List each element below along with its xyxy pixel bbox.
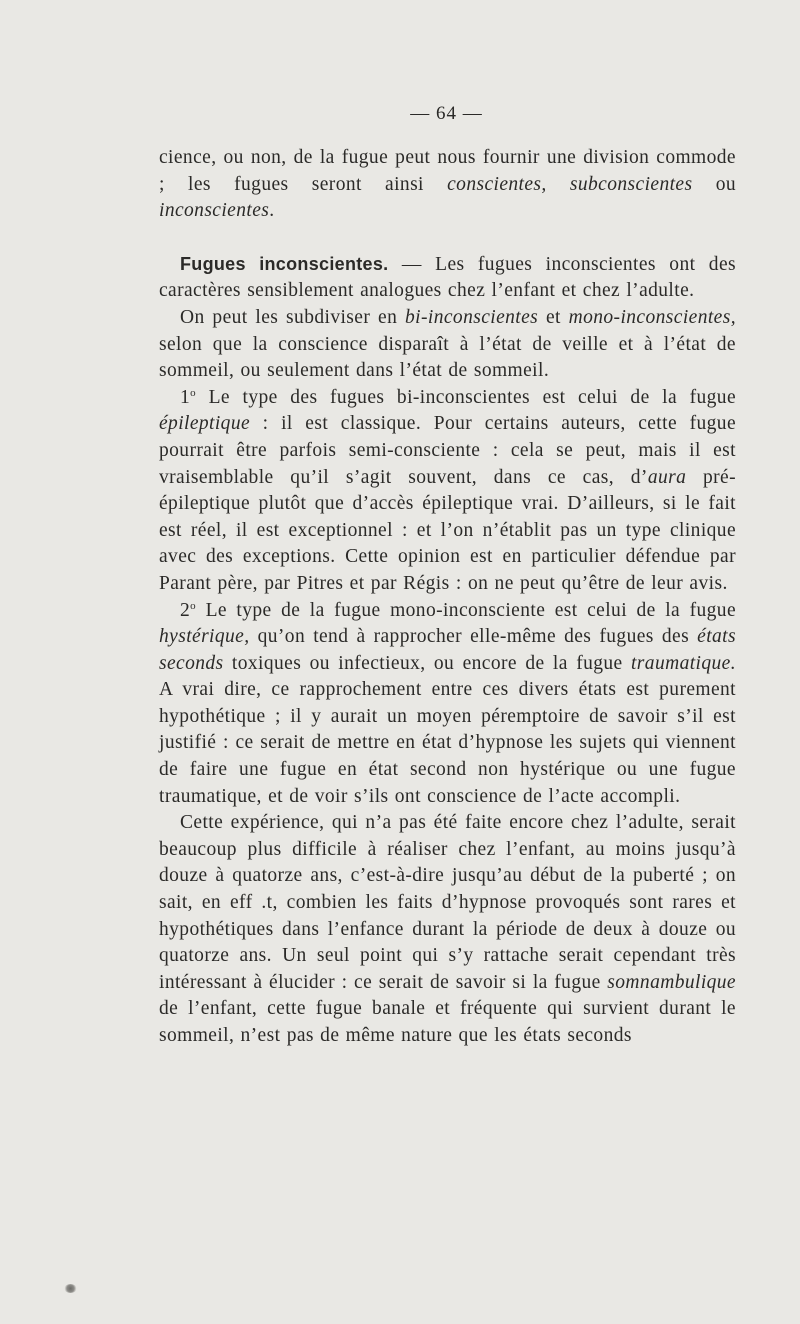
italic-term: conscientes, subconscientes: [447, 173, 693, 195]
italic-term: épileptique: [159, 413, 251, 435]
text-run: de l’enfant, cette fugue banale et fréquente qui survient durant le sommeil, n’est pas de même nature que les états seconds: [159, 998, 736, 1046]
paragraph-subdivision: [159, 305, 736, 385]
text-run: — Les fugues inconscientes ont des caractères sensiblement analogues chez l’enfant et chez l’adulte.: [159, 253, 736, 302]
text-run: qu’on tend à rapprocher elle-même des fugues des: [249, 626, 698, 648]
italic-term: aura: [647, 466, 687, 488]
paragraph-section-heading: [159, 251, 736, 305]
italic-term: mono-inconscientes,: [568, 306, 736, 328]
text-run: et: [538, 306, 569, 328]
text-run: Le type des fugues bi-inconscientes est celui de la fugue: [196, 386, 736, 408]
paragraph-type-2: [159, 598, 736, 811]
text-run: On peut les subdiviser en: [180, 306, 406, 328]
list-number: 1: [180, 386, 191, 408]
text-run: cience, ou non, de la fugue peut nous fournir une division commode ; les fugues seront ainsi: [159, 147, 736, 195]
ink-speck: [64, 1284, 77, 1293]
text-run: toxiques ou infectieux, ou encore de la fugue: [223, 652, 631, 674]
page-number: — 64 —: [410, 103, 483, 124]
italic-term: bi-inconscientes: [405, 306, 539, 328]
italic-term: traumatique.: [630, 652, 736, 674]
section-heading: Fugues inconscientes.: [180, 253, 389, 274]
italic-term: somnambulique: [607, 971, 736, 993]
italic-term: états seconds: [159, 626, 736, 674]
italic-term: inconscientes: [159, 200, 270, 222]
list-number: 2: [180, 599, 191, 621]
text-run: ou: [692, 173, 737, 195]
text-run: .: [269, 200, 275, 222]
text-run: Cette expérience, qui n’a pas été faite encore chez l’adulte, serait beaucoup plus difficile à réaliser chez l’enfant, au moins jusqu’à douze à quatorze ans, c’est-à-dire jusqu’au début de la puberté ; on sait, en eff .t, combien les faits d’hypnose provoqués sont rares et hypothétiques dans l’enfance durant la période de deux à douze ou quatorze ans. Un seul point qui s’y rattache serait cependant très intéressant à élucider : ce serait de savoir si la fugue: [159, 812, 736, 993]
text-run: pré-épileptique plutôt que d’accès épileptique vrai. D’ailleurs, si le fait est réel, il est exceptionnel : et l’on n’établit pas un type clinique avec des exceptions. Cette opinion est en particulier défendue par Parant père, par Pitres et par Régis : on ne peut qu’être de leur avis.: [159, 466, 736, 594]
degree-mark: o: [190, 386, 197, 399]
text-run: : il est classique. Pour certains auteurs, cette fugue pourrait être parfois semi-consciente : cela se peut, mais il est vraisemblable qu’il s’agit souvent, dans ce cas, d’: [159, 413, 736, 488]
degree-mark: o: [190, 599, 197, 612]
paragraph-type-1: [159, 385, 736, 598]
text-run: A vrai dire, ce rapprochement entre ces divers états est purement hypothétique ; il y aurait un moyen péremptoire de savoir s’il est justifié : ce serait de mettre en état d’hypnose les sujets qui viennent de faire une fugue en état second non hystérique ou une fugue traumatique, et de voir s’ils ont conscience de l’acte accompli.: [159, 679, 736, 807]
italic-term: hystérique,: [159, 626, 250, 648]
text-run: selon que la conscience disparaît à l’état de veille et à l’état de sommeil, ou seulement dans l’état de sommeil.: [159, 333, 736, 382]
paragraph-intro: [159, 145, 736, 225]
body-text: [159, 145, 736, 1050]
text-run: Le type de la fugue mono-inconsciente est celui de la fugue: [196, 599, 736, 621]
paragraph-experiment: [159, 810, 736, 1049]
